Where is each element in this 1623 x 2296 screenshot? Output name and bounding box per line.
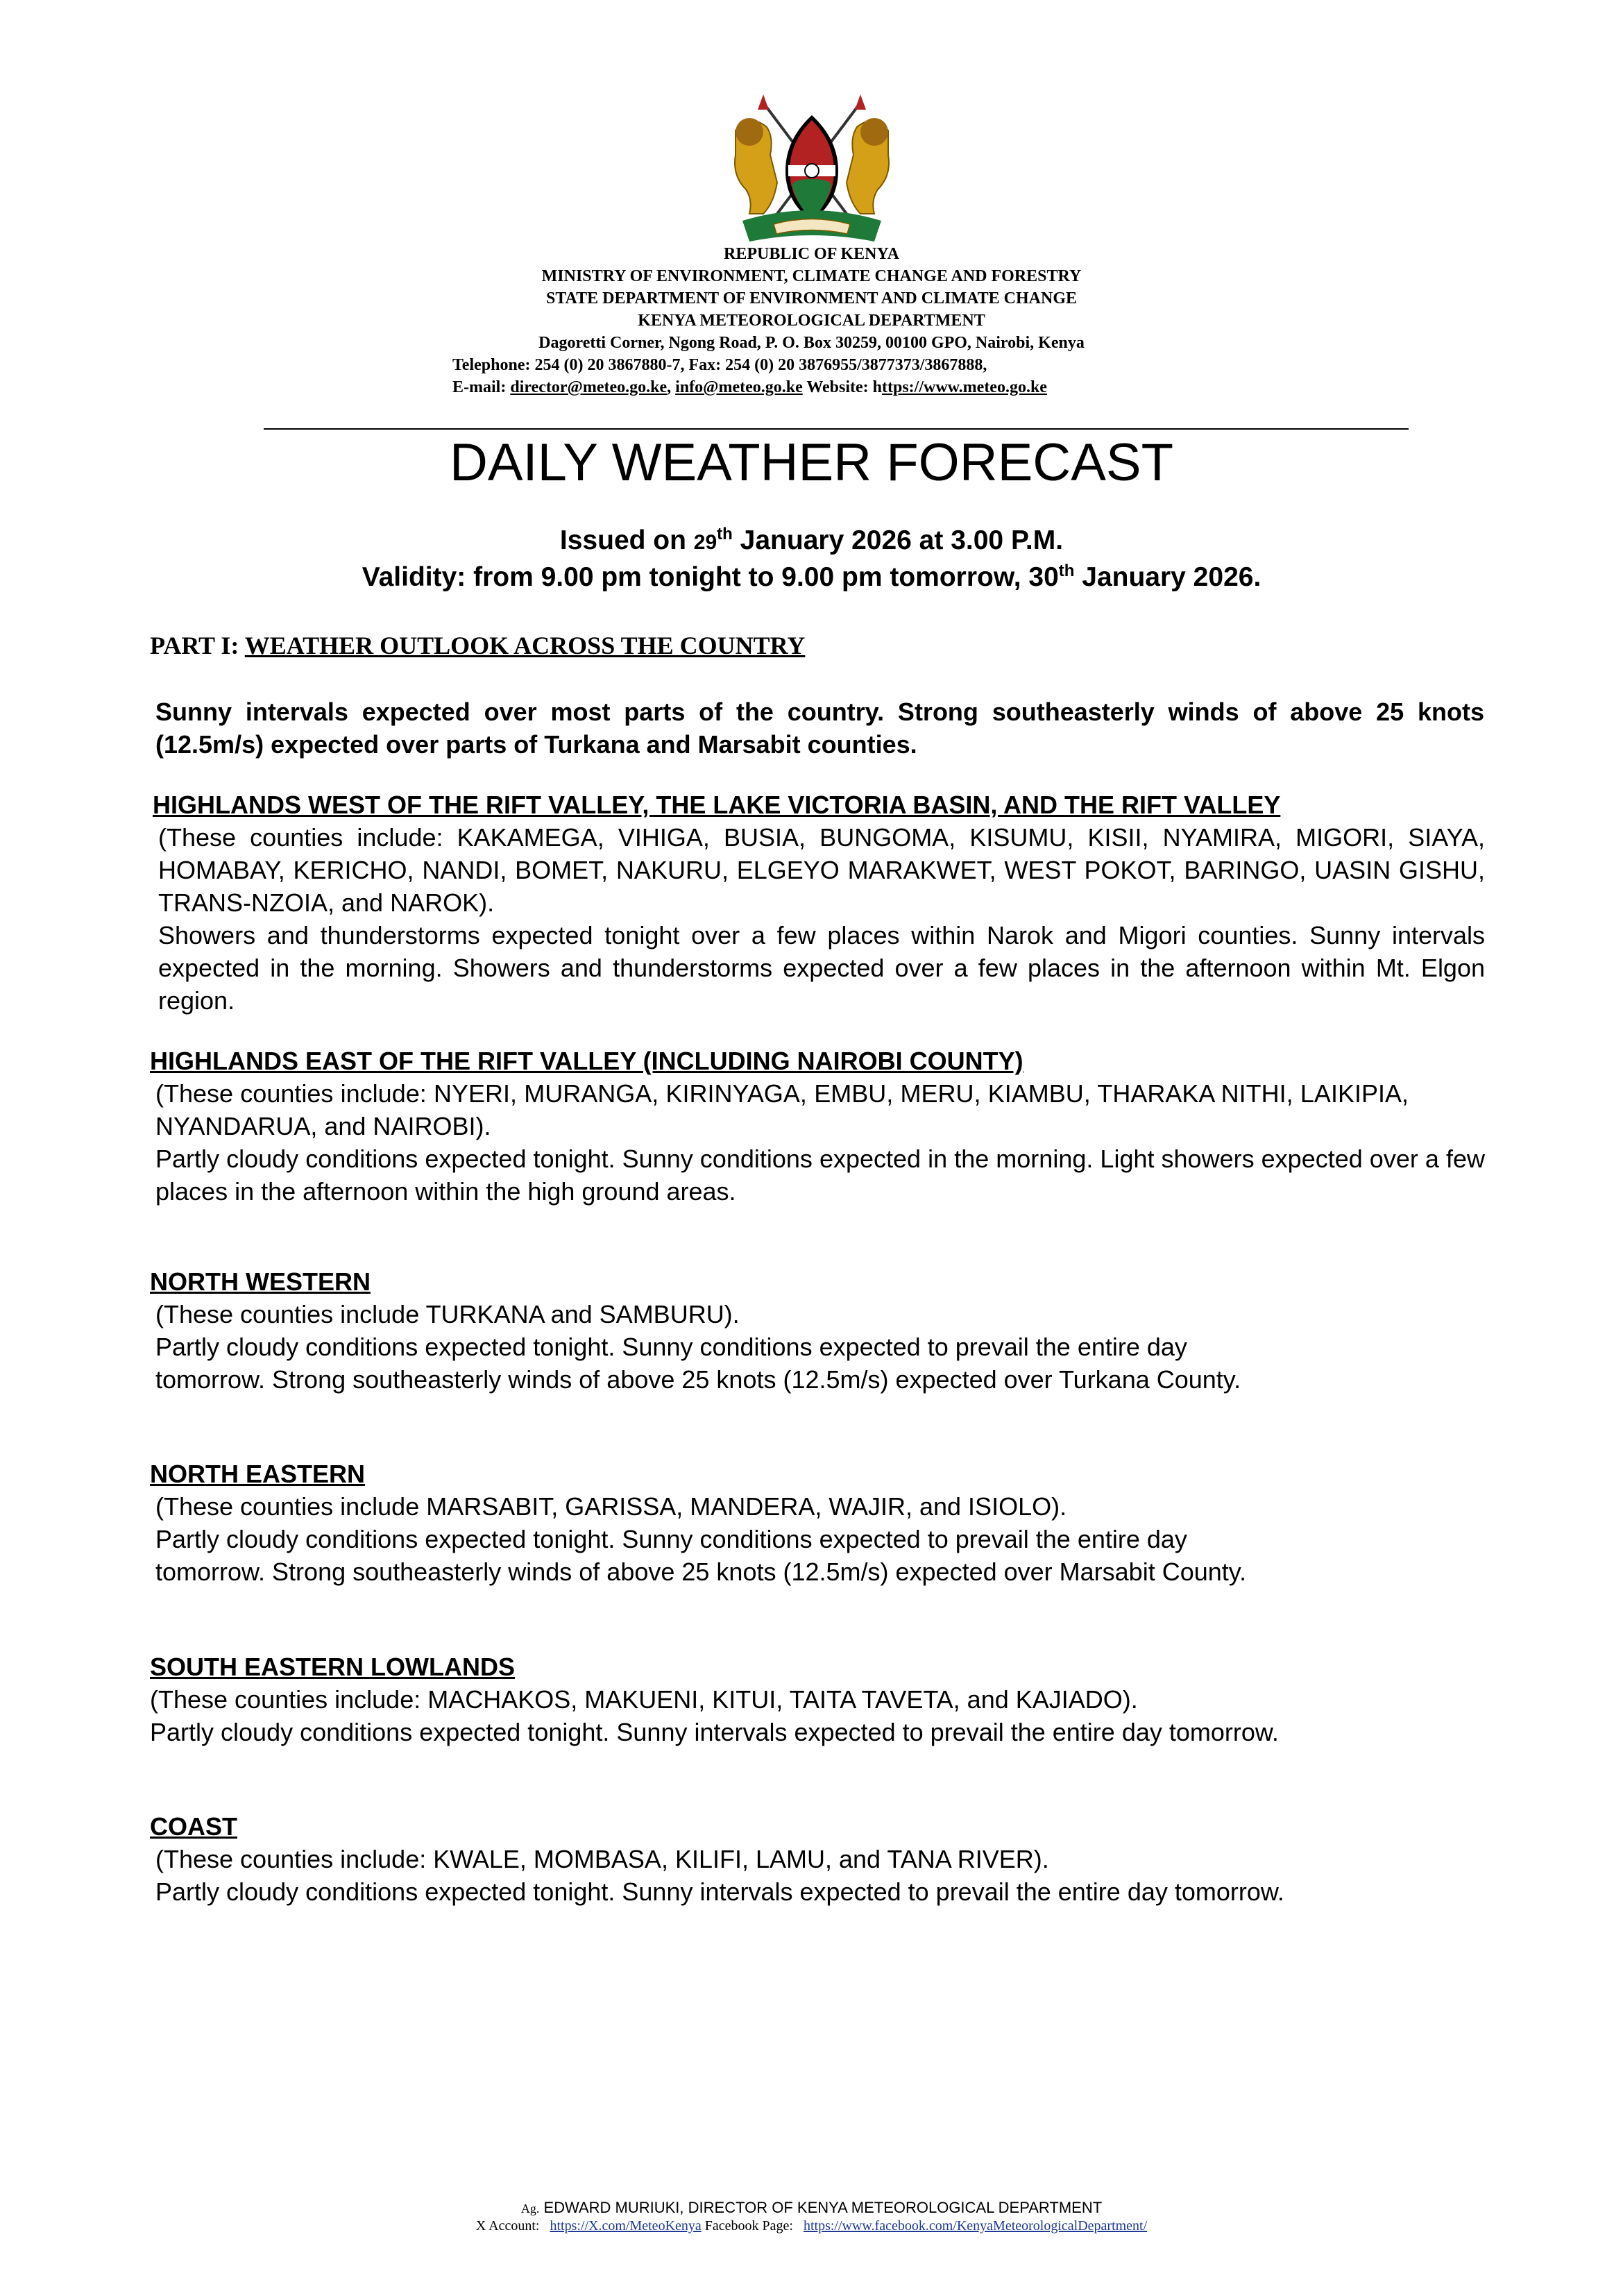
region-counties: (These counties include MARSABIT, GARISSA, MANDERA, WAJIR, and ISIOLO). xyxy=(155,1492,1067,1521)
region-counties: (These counties include: KWALE, MOMBASA, KILIFI, LAMU, and TANA RIVER). xyxy=(155,1845,1049,1873)
part-title: WEATHER OUTLOOK ACROSS THE COUNTRY xyxy=(244,632,806,659)
part-label: PART I: xyxy=(150,632,239,659)
region-forecast: Partly cloudy conditions expected tonight. Sunny conditions expected in the morning. Light showers expected over a few places in the afternoon within the high ground areas. xyxy=(155,1145,1485,1206)
x-account-label: X Account: xyxy=(475,2218,540,2234)
director-email-link[interactable]: director@meteo.go.ke xyxy=(510,378,668,396)
info-email-link[interactable]: info@meteo.go.ke xyxy=(675,378,803,396)
header-republic: REPUBLIC OF KENYA xyxy=(724,245,899,263)
facebook-label: Facebook Page: xyxy=(704,2218,793,2234)
region-section xyxy=(150,1458,1288,1588)
issued-rest: January 2026 at 3.00 P.M. xyxy=(740,525,1064,555)
region-section xyxy=(150,1265,1288,1396)
header-contacts xyxy=(452,376,1047,398)
region-section xyxy=(150,1810,1468,1908)
region-counties: (These counties include: MACHAKOS, MAKUENI, KITUI, TAITA TAVETA, and KAJIADO). xyxy=(150,1685,1138,1714)
region-forecast: Partly cloudy conditions expected tonight. Sunny intervals expected to prevail the entire day tomorrow. xyxy=(150,1718,1279,1746)
region-forecast: Partly cloudy conditions expected tonight. Sunny conditions expected to prevail the entire day tomorrow. Strong southeasterly winds of above 25 knots (12.5m/s) expected over Marsabit County. xyxy=(155,1525,1247,1586)
part-heading xyxy=(150,630,805,661)
region-heading: HIGHLANDS WEST OF THE RIFT VALLEY, THE LAKE VICTORIA BASIN, AND THE RIFT VALLEY xyxy=(153,791,1281,819)
region-counties: (These counties include: KAKAMEGA, VIHIGA, BUSIA, BUNGOMA, KISUMU, KISII, NYAMIRA, MIGORI, SIAYA, HOMABAY, KERICHO, NANDI, BOMET, NAKURU, ELGEYO MARAKWET, WEST POKOT, BARINGO, UASIN GISHU, TRANS-NZOIA, and NAROK). xyxy=(158,823,1485,917)
region-section xyxy=(150,1045,1485,1208)
website-label: Website: h xyxy=(806,378,882,396)
validity-line xyxy=(0,554,1623,595)
region-heading: NORTH WESTERN xyxy=(150,1267,371,1296)
region-forecast: Partly cloudy conditions expected tonight. Sunny conditions expected to prevail the entire day tomorrow. Strong southeasterly winds of above 25 knots (12.5m/s) expected over Turkana County. xyxy=(155,1333,1241,1394)
header-divider xyxy=(264,428,1409,430)
region-section xyxy=(153,788,1485,1017)
region-counties: (These counties include: NYERI, MURANGA, KIRINYAGA, EMBU, MERU, KIAMBU, THARAKA NITHI, LAIKIPIA, NYANDARUA, and NAIROBI). xyxy=(155,1079,1409,1140)
header-telephone: Telephone: 254 (0) 20 3867880-7, Fax: 254 (0) 20 3876955/3877373/3867888, xyxy=(452,356,987,374)
region-forecast: Partly cloudy conditions expected tonight. Sunny intervals expected to prevail the entire day tomorrow. xyxy=(155,1877,1284,1906)
outlook-summary: Sunny intervals expected over most parts of the country. Strong southeasterly winds of above 25 knots (12.5m/s) expected over parts of Turkana and Marsabit counties. xyxy=(155,698,1484,759)
website-link[interactable]: ttps://www.meteo.go.ke xyxy=(882,378,1047,396)
footer-social xyxy=(0,2216,1623,2236)
page-title: DAILY WEATHER FORECAST xyxy=(449,433,1174,492)
region-heading: HIGHLANDS EAST OF THE RIFT VALLEY (INCLUDING NAIROBI COUNTY) xyxy=(150,1047,1023,1075)
validity-prefix: Validity: from 9.00 pm tonight to 9.00 pm tomorrow, 30 xyxy=(362,562,1059,592)
region-section xyxy=(150,1651,1288,1748)
facebook-link[interactable]: https://www.facebook.com/KenyaMeteorologicalDepartment/ xyxy=(803,2218,1148,2234)
signatory-prefix: Ag. xyxy=(520,2202,540,2215)
region-heading: NORTH EASTERN xyxy=(150,1460,366,1488)
email-label: E-mail: xyxy=(452,378,507,396)
header-department: KENYA METEOROLOGICAL DEPARTMENT xyxy=(638,312,985,330)
footer-signatory xyxy=(0,2198,1623,2218)
region-counties: (These counties include TURKANA and SAMBURU). xyxy=(155,1300,740,1328)
issued-day: 29 xyxy=(693,531,717,554)
issued-prefix: Issued on xyxy=(559,525,686,555)
header-address: Dagoretti Corner, Ngong Road, P. O. Box 30259, 00100 GPO, Nairobi, Kenya xyxy=(538,334,1085,352)
header-state-department: STATE DEPARTMENT OF ENVIRONMENT AND CLIMATE CHANGE xyxy=(545,289,1077,307)
signatory-name: EDWARD MURIUKI, DIRECTOR OF KENYA METEOROLOGICAL DEPARTMENT xyxy=(543,2199,1103,2216)
region-forecast: Showers and thunderstorms expected tonight over a few places within Narok and Migori counties. Sunny intervals expected in the morning. Showers and thunderstorms expected over a few places in the afternoon within Mt. Elgon region. xyxy=(158,921,1485,1015)
validity-rest: January 2026. xyxy=(1082,562,1261,592)
header-ministry: MINISTRY OF ENVIRONMENT, CLIMATE CHANGE AND FORESTRY xyxy=(541,267,1082,285)
email-separator: , xyxy=(667,378,672,396)
region-heading: COAST xyxy=(150,1812,237,1841)
region-heading: SOUTH EASTERN LOWLANDS xyxy=(150,1653,515,1681)
x-account-link[interactable]: https://X.com/MeteoKenya xyxy=(550,2218,702,2234)
issued-day-suffix: th xyxy=(717,525,733,543)
kenya-coat-of-arms-emblem xyxy=(722,89,902,248)
validity-day-suffix: th xyxy=(1058,562,1075,580)
